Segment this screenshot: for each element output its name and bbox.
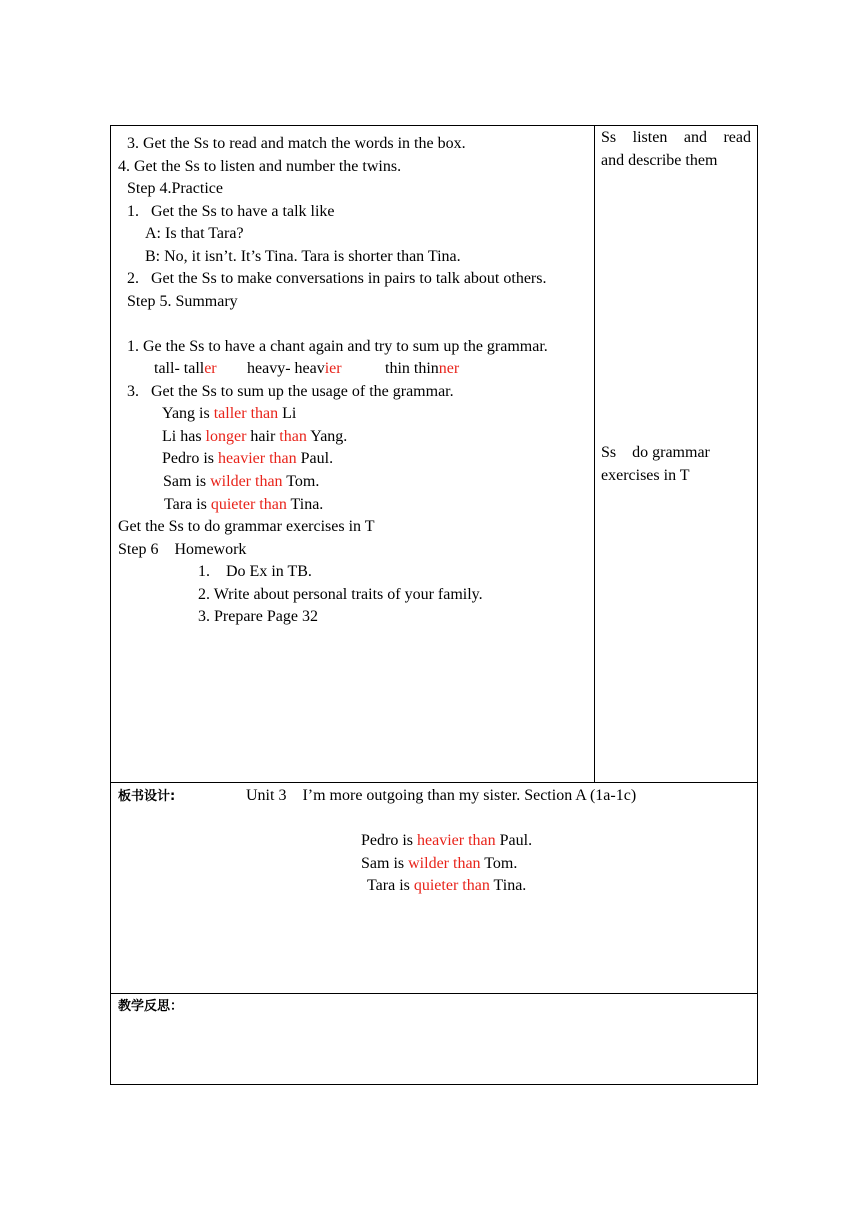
homework-item: 2. Write about personal traits of your family. <box>198 586 483 603</box>
reflection-cell <box>111 994 757 1084</box>
dialog-line: B: No, it isn’t. It’s Tina. Tara is shorter than Tina. <box>145 248 461 265</box>
board-title: Unit 3 I’m more outgoing than my sister. Section A (1a-1c) <box>246 787 637 804</box>
example-sentence: Li has longer hair than Yang. <box>162 428 348 445</box>
student-note: Ss listen and read <box>601 129 751 146</box>
example-sentence: Sam is wilder than Tom. <box>163 473 320 490</box>
comparative-form: heavy- heavier <box>247 360 342 377</box>
student-note: exercises in T <box>601 467 690 484</box>
student-note: Ss do grammar <box>601 444 710 461</box>
step-heading: Step 5. Summary <box>127 293 238 310</box>
procedure-line: 2. Get the Ss to make conversations in pairs to talk about others. <box>127 270 547 287</box>
procedure-line: 4. Get the Ss to listen and number the twins. <box>118 158 402 175</box>
student-note: and describe them <box>601 152 718 169</box>
procedure-line: Get the Ss to do grammar exercises in T <box>118 518 375 535</box>
homework-item: 3. Prepare Page 32 <box>198 608 318 625</box>
procedure-line: 3. Get the Ss to sum up the usage of the grammar. <box>127 383 454 400</box>
homework-item: 1. Do Ex in TB. <box>198 563 312 580</box>
board-example: Tara is quieter than Tina. <box>367 877 527 894</box>
board-design-cell <box>111 783 757 993</box>
procedure-line: 3. Get the Ss to read and match the words in the box. <box>127 135 466 152</box>
procedure-line: 1. Get the Ss to have a talk like <box>127 203 335 220</box>
comparative-form: thin thinner <box>385 360 460 377</box>
reflection-label: 教学反思： <box>118 999 184 1014</box>
procedure-cell <box>111 126 594 782</box>
lesson-plan-table <box>110 125 758 1085</box>
example-sentence: Pedro is heavier than Paul. <box>162 450 334 467</box>
procedure-line: 1. Ge the Ss to have a chant again and try to sum up the grammar. <box>127 338 548 355</box>
board-design-label: 板书设计: <box>118 789 176 804</box>
student-activity-cell <box>595 126 757 782</box>
step-heading: Step 6 Homework <box>118 541 247 558</box>
example-sentence: Yang is taller than Li <box>162 405 297 422</box>
step-heading: Step 4.Practice <box>127 180 223 197</box>
dialog-line: A: Is that Tara? <box>145 225 244 242</box>
comparative-form: tall- taller <box>154 360 217 377</box>
board-example: Sam is wilder than Tom. <box>361 855 518 872</box>
example-sentence: Tara is quieter than Tina. <box>164 496 324 513</box>
board-example: Pedro is heavier than Paul. <box>361 832 533 849</box>
